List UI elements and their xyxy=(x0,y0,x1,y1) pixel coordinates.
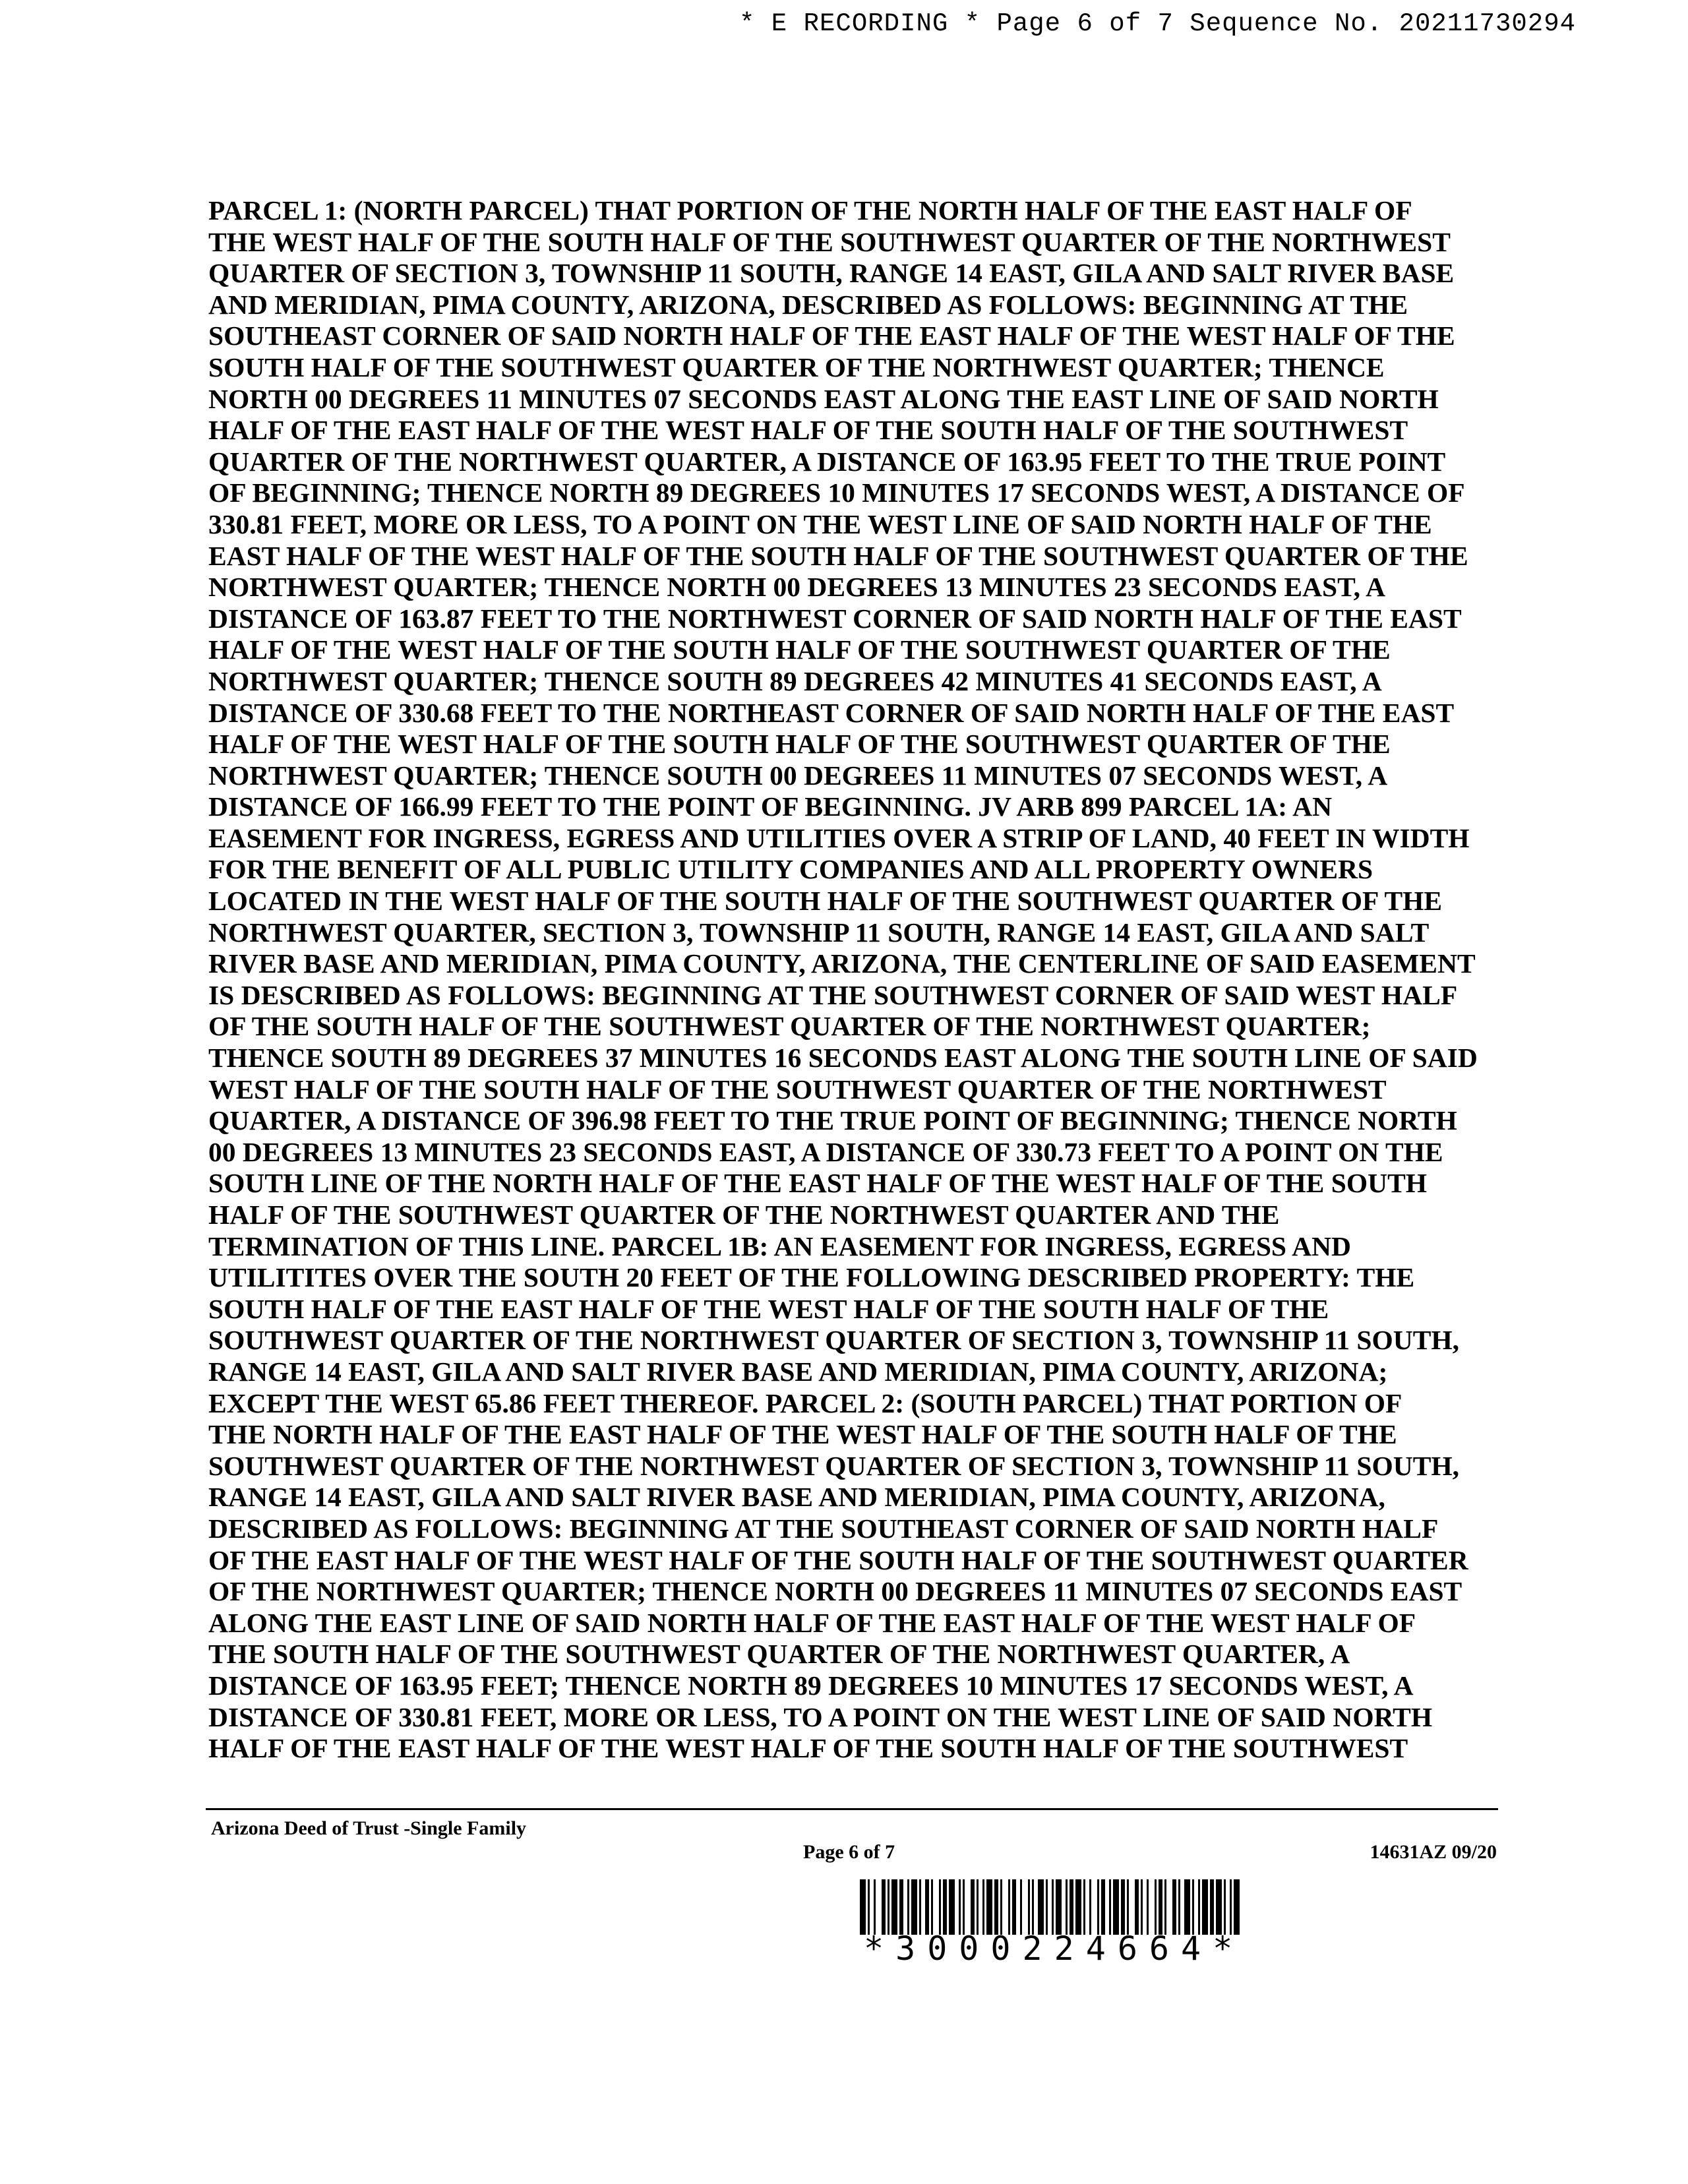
text-line: RANGE 14 EAST, GILA AND SALT RIVER BASE AND MERIDIAN, PIMA COUNTY, ARIZONA; xyxy=(208,1356,1388,1387)
barcode-bar xyxy=(882,1879,886,1935)
barcode-bar xyxy=(943,1879,947,1935)
text-line: EXCEPT THE WEST 65.86 FEET THEREOF. PARCEL 2: (SOUTH PARCEL) THAT PORTION OF xyxy=(208,1387,1402,1418)
text-line: THENCE SOUTH 89 DEGREES 37 MINUTES 16 SECONDS EAST ALONG THE SOUTH LINE OF SAID xyxy=(208,1043,1478,1074)
recording-header: * E RECORDING * Page 6 of 7 Sequence No. 20211730294 xyxy=(739,9,1576,38)
text-line: DISTANCE OF 163.95 FEET; THENCE NORTH 89 DEGREES 10 MINUTES 17 SECONDS WEST, A xyxy=(208,1670,1414,1701)
barcode-bar xyxy=(1113,1879,1119,1935)
text-line: OF THE NORTHWEST QUARTER; THENCE NORTH 00 DEGREES 11 MINUTES 07 SECONDS EAST xyxy=(208,1576,1462,1607)
text-line: SOUTHWEST QUARTER OF THE NORTHWEST QUARTER OF SECTION 3, TOWNSHIP 11 SOUTH, xyxy=(208,1450,1460,1481)
text-line: HALF OF THE EAST HALF OF THE WEST HALF OF THE SOUTH HALF OF THE SOUTHWEST xyxy=(208,415,1408,446)
barcode-bar xyxy=(982,1879,984,1935)
footer-divider xyxy=(206,1808,1498,1810)
text-line: QUARTER OF SECTION 3, TOWNSHIP 11 SOUTH, RANGE 14 EAST, GILA AND SALT RIVER BASE xyxy=(208,258,1455,289)
barcode-bar xyxy=(1216,1879,1222,1935)
barcode-bar xyxy=(1109,1879,1111,1935)
barcode-bar xyxy=(1127,1879,1129,1935)
text-line: QUARTER OF THE NORTHWEST QUARTER, A DISTANCE OF 163.95 FEET TO THE TRUE POINT xyxy=(208,446,1446,477)
page-number: Page 6 of 7 xyxy=(803,1841,895,1863)
barcode-bar xyxy=(971,1879,975,1935)
barcode-bar xyxy=(1012,1879,1016,1935)
barcode-bar xyxy=(860,1879,866,1935)
barcode-bar xyxy=(1155,1879,1157,1935)
text-line: DISTANCE OF 166.99 FEET TO THE POINT OF BEGINNING. JV ARB 899 PARCEL 1A: AN xyxy=(208,791,1333,822)
barcode-bar xyxy=(949,1879,955,1935)
barcode-bar xyxy=(907,1879,909,1935)
text-line: HALF OF THE EAST HALF OF THE WEST HALF OF THE SOUTH HALF OF THE SOUTHWEST xyxy=(208,1733,1408,1764)
text-line: SOUTH HALF OF THE EAST HALF OF THE WEST HALF OF THE SOUTH HALF OF THE xyxy=(208,1293,1329,1324)
barcode-bar xyxy=(1230,1879,1232,1935)
barcode-bar xyxy=(977,1879,979,1935)
barcode-bar xyxy=(963,1879,965,1935)
barcode-bar xyxy=(1000,1879,1002,1935)
barcode-bar xyxy=(1032,1879,1034,1935)
text-line: SOUTH LINE OF THE NORTH HALF OF THE EAST HALF OF THE WEST HALF OF THE SOUTH xyxy=(208,1168,1428,1199)
text-line: WEST HALF OF THE SOUTH HALF OF THE SOUTHWEST QUARTER OF THE NORTHWEST xyxy=(208,1074,1387,1105)
barcode-bar xyxy=(959,1879,961,1935)
barcode-bar xyxy=(1192,1879,1194,1935)
text-line: PARCEL 1: (NORTH PARCEL) THAT PORTION OF THE NORTH HALF OF THE EAST HALF OF xyxy=(208,195,1412,226)
text-line: OF THE SOUTH HALF OF THE SOUTHWEST QUARTER OF THE NORTHWEST QUARTER; xyxy=(208,1011,1371,1042)
barcode-bar xyxy=(1056,1879,1062,1935)
text-line: NORTHWEST QUARTER, SECTION 3, TOWNSHIP 11 SOUTH, RANGE 14 EAST, GILA AND SALT xyxy=(208,917,1430,948)
barcode-bar xyxy=(1198,1879,1200,1935)
text-line: RANGE 14 EAST, GILA AND SALT RIVER BASE AND MERIDIAN, PIMA COUNTY, ARIZONA, xyxy=(208,1482,1385,1513)
barcode-bar xyxy=(1097,1879,1099,1935)
text-line: OF THE EAST HALF OF THE WEST HALF OF THE SOUTH HALF OF THE SOUTHWEST QUARTER xyxy=(208,1544,1468,1575)
barcode-bar xyxy=(888,1879,889,1935)
text-line: THE WEST HALF OF THE SOUTH HALF OF THE SOUTHWEST QUARTER OF THE NORTHWEST xyxy=(208,226,1451,257)
text-line: RIVER BASE AND MERIDIAN, PIMA COUNTY, ARIZONA, THE CENTERLINE OF SAID EASEMENT xyxy=(208,948,1476,979)
barcode-bar xyxy=(1089,1879,1091,1935)
text-line: DISTANCE OF 163.87 FEET TO THE NORTHWEST CORNER OF SAID NORTH HALF OF THE EAST xyxy=(208,603,1462,634)
text-line: THE SOUTH HALF OF THE SOUTHWEST QUARTER OF THE NORTHWEST QUARTER, A xyxy=(208,1639,1350,1670)
text-line: FOR THE BENEFIT OF ALL PUBLIC UTILITY COMPANIES AND ALL PROPERTY OWNERS xyxy=(208,854,1373,885)
barcode-bar xyxy=(1234,1879,1240,1935)
text-line: IS DESCRIBED AS FOLLOWS: BEGINNING AT THE SOUTHWEST CORNER OF SAID WEST HALF xyxy=(208,979,1458,1010)
barcode-bar xyxy=(925,1879,929,1935)
barcode-bar xyxy=(1038,1879,1044,1935)
barcode-bar xyxy=(899,1879,903,1935)
barcode-bar xyxy=(1008,1879,1010,1935)
form-name: Arizona Deed of Trust -Single Family xyxy=(211,1817,527,1839)
barcode-bar xyxy=(1046,1879,1048,1935)
barcode xyxy=(857,1879,1490,1935)
text-line: 00 DEGREES 13 MINUTES 23 SECONDS EAST, A DISTANCE OF 330.73 FEET TO A POINT ON THE xyxy=(208,1136,1443,1167)
text-line: HALF OF THE SOUTHWEST QUARTER OF THE NORTHWEST QUARTER AND THE xyxy=(208,1199,1280,1230)
text-line: SOUTH HALF OF THE SOUTHWEST QUARTER OF THE NORTHWEST QUARTER; THENCE xyxy=(208,351,1385,382)
barcode-bar xyxy=(1178,1879,1180,1935)
barcode-bar xyxy=(1159,1879,1162,1935)
text-line: NORTHWEST QUARTER; THENCE SOUTH 89 DEGREES 42 MINUTES 41 SECONDS EAST, A xyxy=(208,665,1382,696)
barcode-bar xyxy=(986,1879,992,1935)
barcode-bar xyxy=(1135,1879,1139,1935)
barcode-bar xyxy=(1141,1879,1143,1935)
barcode-bar xyxy=(1052,1879,1054,1935)
barcode-bar xyxy=(1224,1879,1226,1935)
text-line: SOUTHEAST CORNER OF SAID NORTH HALF OF THE EAST HALF OF THE WEST HALF OF THE xyxy=(208,320,1455,351)
text-line: 330.81 FEET, MORE OR LESS, TO A POINT ON THE WEST LINE OF SAID NORTH HALF OF THE xyxy=(208,508,1432,539)
barcode-bar xyxy=(939,1879,941,1935)
text-line: NORTHWEST QUARTER; THENCE SOUTH 00 DEGREES 11 MINUTES 07 SECONDS WEST, A xyxy=(208,760,1388,791)
barcode-bar xyxy=(1147,1879,1149,1935)
barcode-bar xyxy=(1172,1879,1176,1935)
text-line: AND MERIDIAN, PIMA COUNTY, ARIZONA, DESCRIBED AS FOLLOWS: BEGINNING AT THE xyxy=(208,289,1408,320)
text-line: HALF OF THE WEST HALF OF THE SOUTH HALF OF THE SOUTHWEST QUARTER OF THE xyxy=(208,634,1391,665)
text-line: NORTHWEST QUARTER; THENCE NORTH 00 DEGREES 13 MINUTES 23 SECONDS EAST, A xyxy=(208,572,1386,603)
barcode-bar xyxy=(931,1879,933,1935)
text-line: LOCATED IN THE WEST HALF OF THE SOUTH HALF OF THE SOUTHWEST QUARTER OF THE xyxy=(208,886,1443,917)
barcode-bar xyxy=(994,1879,998,1935)
text-line: NORTH 00 DEGREES 11 MINUTES 07 SECONDS EAST ALONG THE EAST LINE OF SAID NORTH xyxy=(208,383,1439,414)
text-line: DISTANCE OF 330.68 FEET TO THE NORTHEAST CORNER OF SAID NORTH HALF OF THE EAST xyxy=(208,697,1455,728)
barcode-bar xyxy=(1121,1879,1125,1935)
text-line: TERMINATION OF THIS LINE. PARCEL 1B: AN EASEMENT FOR INGRESS, EGRESS AND xyxy=(208,1230,1351,1261)
barcode-bar xyxy=(874,1879,876,1935)
text-line: DISTANCE OF 330.81 FEET, MORE OR LESS, TO A POINT ON THE WEST LINE OF SAID NORTH xyxy=(208,1701,1433,1732)
text-line: HALF OF THE WEST HALF OF THE SOUTH HALF OF THE SOUTHWEST QUARTER OF THE xyxy=(208,729,1391,760)
text-line: UTILITITES OVER THE SOUTH 20 FEET OF THE FOLLOWING DESCRIBED PROPERTY: THE xyxy=(208,1262,1415,1293)
barcode-bar xyxy=(1028,1879,1030,1935)
text-line: ALONG THE EAST LINE OF SAID NORTH HALF OF THE EAST HALF OF THE WEST HALF OF xyxy=(208,1607,1416,1638)
barcode-bar xyxy=(1083,1879,1085,1935)
barcode-bar xyxy=(1075,1879,1081,1935)
text-line: EASEMENT FOR INGRESS, EGRESS AND UTILITIES OVER A STRIP OF LAND, 40 FEET IN WIDTH xyxy=(208,822,1470,853)
form-code: 14631AZ 09/20 xyxy=(1370,1841,1497,1863)
barcode-bar xyxy=(1070,1879,1073,1935)
text-line: DESCRIBED AS FOLLOWS: BEGINNING AT THE SOUTHEAST CORNER OF SAID NORTH HALF xyxy=(208,1513,1439,1544)
barcode-bar xyxy=(1164,1879,1166,1935)
barcode-number: *3000224664* xyxy=(864,1929,1245,1968)
legal-description xyxy=(208,195,1501,1765)
text-line: OF BEGINNING; THENCE NORTH 89 DEGREES 10 MINUTES 17 SECONDS WEST, A DISTANCE OF xyxy=(208,477,1465,508)
barcode-bar xyxy=(868,1879,870,1935)
text-line: QUARTER, A DISTANCE OF 396.98 FEET TO THE TRUE POINT OF BEGINNING; THENCE NORTH xyxy=(208,1105,1457,1136)
barcode-bar xyxy=(1066,1879,1068,1935)
barcode-bar xyxy=(891,1879,897,1935)
text-line: THE NORTH HALF OF THE EAST HALF OF THE WEST HALF OF THE SOUTH HALF OF THE xyxy=(208,1419,1397,1450)
barcode-bar xyxy=(1202,1879,1208,1935)
barcode-bar xyxy=(919,1879,921,1935)
barcode-bar xyxy=(1020,1879,1022,1935)
text-line: EAST HALF OF THE WEST HALF OF THE SOUTH HALF OF THE SOUTHWEST QUARTER OF THE xyxy=(208,540,1468,571)
barcode-bar xyxy=(1210,1879,1214,1935)
text-line: SOUTHWEST QUARTER OF THE NORTHWEST QUARTER OF SECTION 3, TOWNSHIP 11 SOUTH, xyxy=(208,1325,1460,1356)
barcode-bar xyxy=(1184,1879,1190,1935)
barcode-bar xyxy=(911,1879,917,1935)
barcode-bar xyxy=(1101,1879,1105,1935)
